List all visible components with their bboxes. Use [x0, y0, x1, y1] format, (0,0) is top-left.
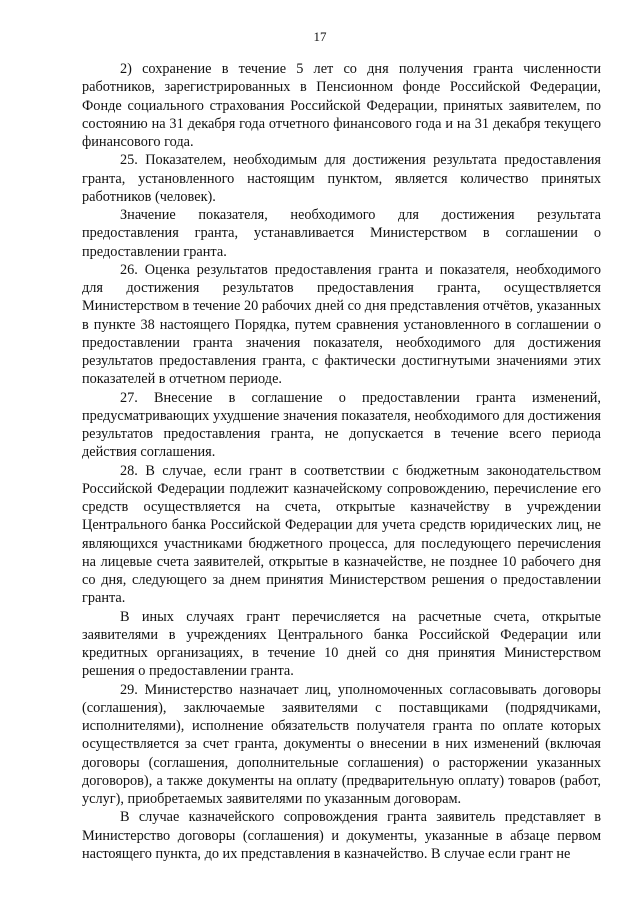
page-number: 17: [313, 29, 327, 44]
paragraph-24-item-2: 2) сохранение в течение 5 лет со дня получения гранта численности работников, зарегистрированных в Пенсионном фонде Российской Федерации, Фонде социального страхования Российской Федерации, принятых заявителем, по состоянию на 31 декабря года отчетного финансового года и на 31 декабря текущего финансового года.: [82, 61, 601, 150]
paragraph-28: 28. В случае, если грант в соответствии с бюджетным законодательством Российской Федерации подлежит казначейскому сопровождению, перечисление его средств осуществляется на счета, открытые казначейству в учреждении Центрального банка Российской Федерации для учета средств юридических лиц, не являющихся участниками бюджетного процесса, для последующего перечисления на лицевые счета заявителей, открытые в казначействе, не позднее 10 рабочего дня со дня, следующего за днем принятия Министерством решения о предоставлении гранта.: [82, 462, 601, 607]
paragraph-29: 29. Министерство назначает лиц, уполномоченных согласовывать договоры (соглашения), заключаемые заявителями с поставщиками (подрядчиками, исполнителями), исполнение обязательств получателя гранта по оплате которых осуществляется за счет гранта, документы о внесении в них изменений (включая договоры (соглашения, дополнительные соглашения) о расторжении указанных договоров), а также документы на оплату (предварительную оплату) товаров (работ, услуг), приобретаемых заявителями по указанным договорам.: [82, 681, 601, 807]
paragraph-27: 27. Внесение в соглашение о предоставлении гранта изменений, предусматривающих ухудшение значения показателя, необходимого для достижения результатов предоставления гранта, не допускается в течение всего периода действия соглашения.: [82, 389, 601, 461]
document-body: [82, 60, 601, 863]
paragraph-28-other-cases: В иных случаях грант перечисляется на расчетные счета, открытые заявителями в учреждениях Центрального банка Российской Федерации или кредитных организациях, в течение 10 дней со дня принятия Министерством решения о предоставлении гранта.: [82, 608, 601, 680]
paragraph-29-treasury: В случае казначейского сопровождения гранта заявитель представляет в Министерство договоры (соглашения) и документы, указанные в абзаце первом настоящего пункта, до их представления в казначейство. В случае если грант не: [82, 809, 601, 862]
paragraph-25-value: Значение показателя, необходимого для достижения результата предоставления гранта, устанавливается Министерством в соглашении о предоставлении гранта.: [82, 207, 601, 260]
paragraph-26: 26. Оценка результатов предоставления гранта и показателя, необходимого для достижения результатов предоставления гранта, осуществляется Министерством в течение 20 рабочих дней со дня представления отчётов, указанных в пункте 38 настоящего Порядка, путем сравнения установленного в соглашении о предоставлении гранта значения показателя, необходимого для достижения результатов предоставления гранта, с фактически достигнутыми значениями этих показателей в отчетном периоде.: [82, 261, 601, 388]
paragraph-25: 25. Показателем, необходимым для достижения результата предоставления гранта, установленного настоящим пунктом, является количество принятых работников (человек).: [82, 152, 601, 205]
